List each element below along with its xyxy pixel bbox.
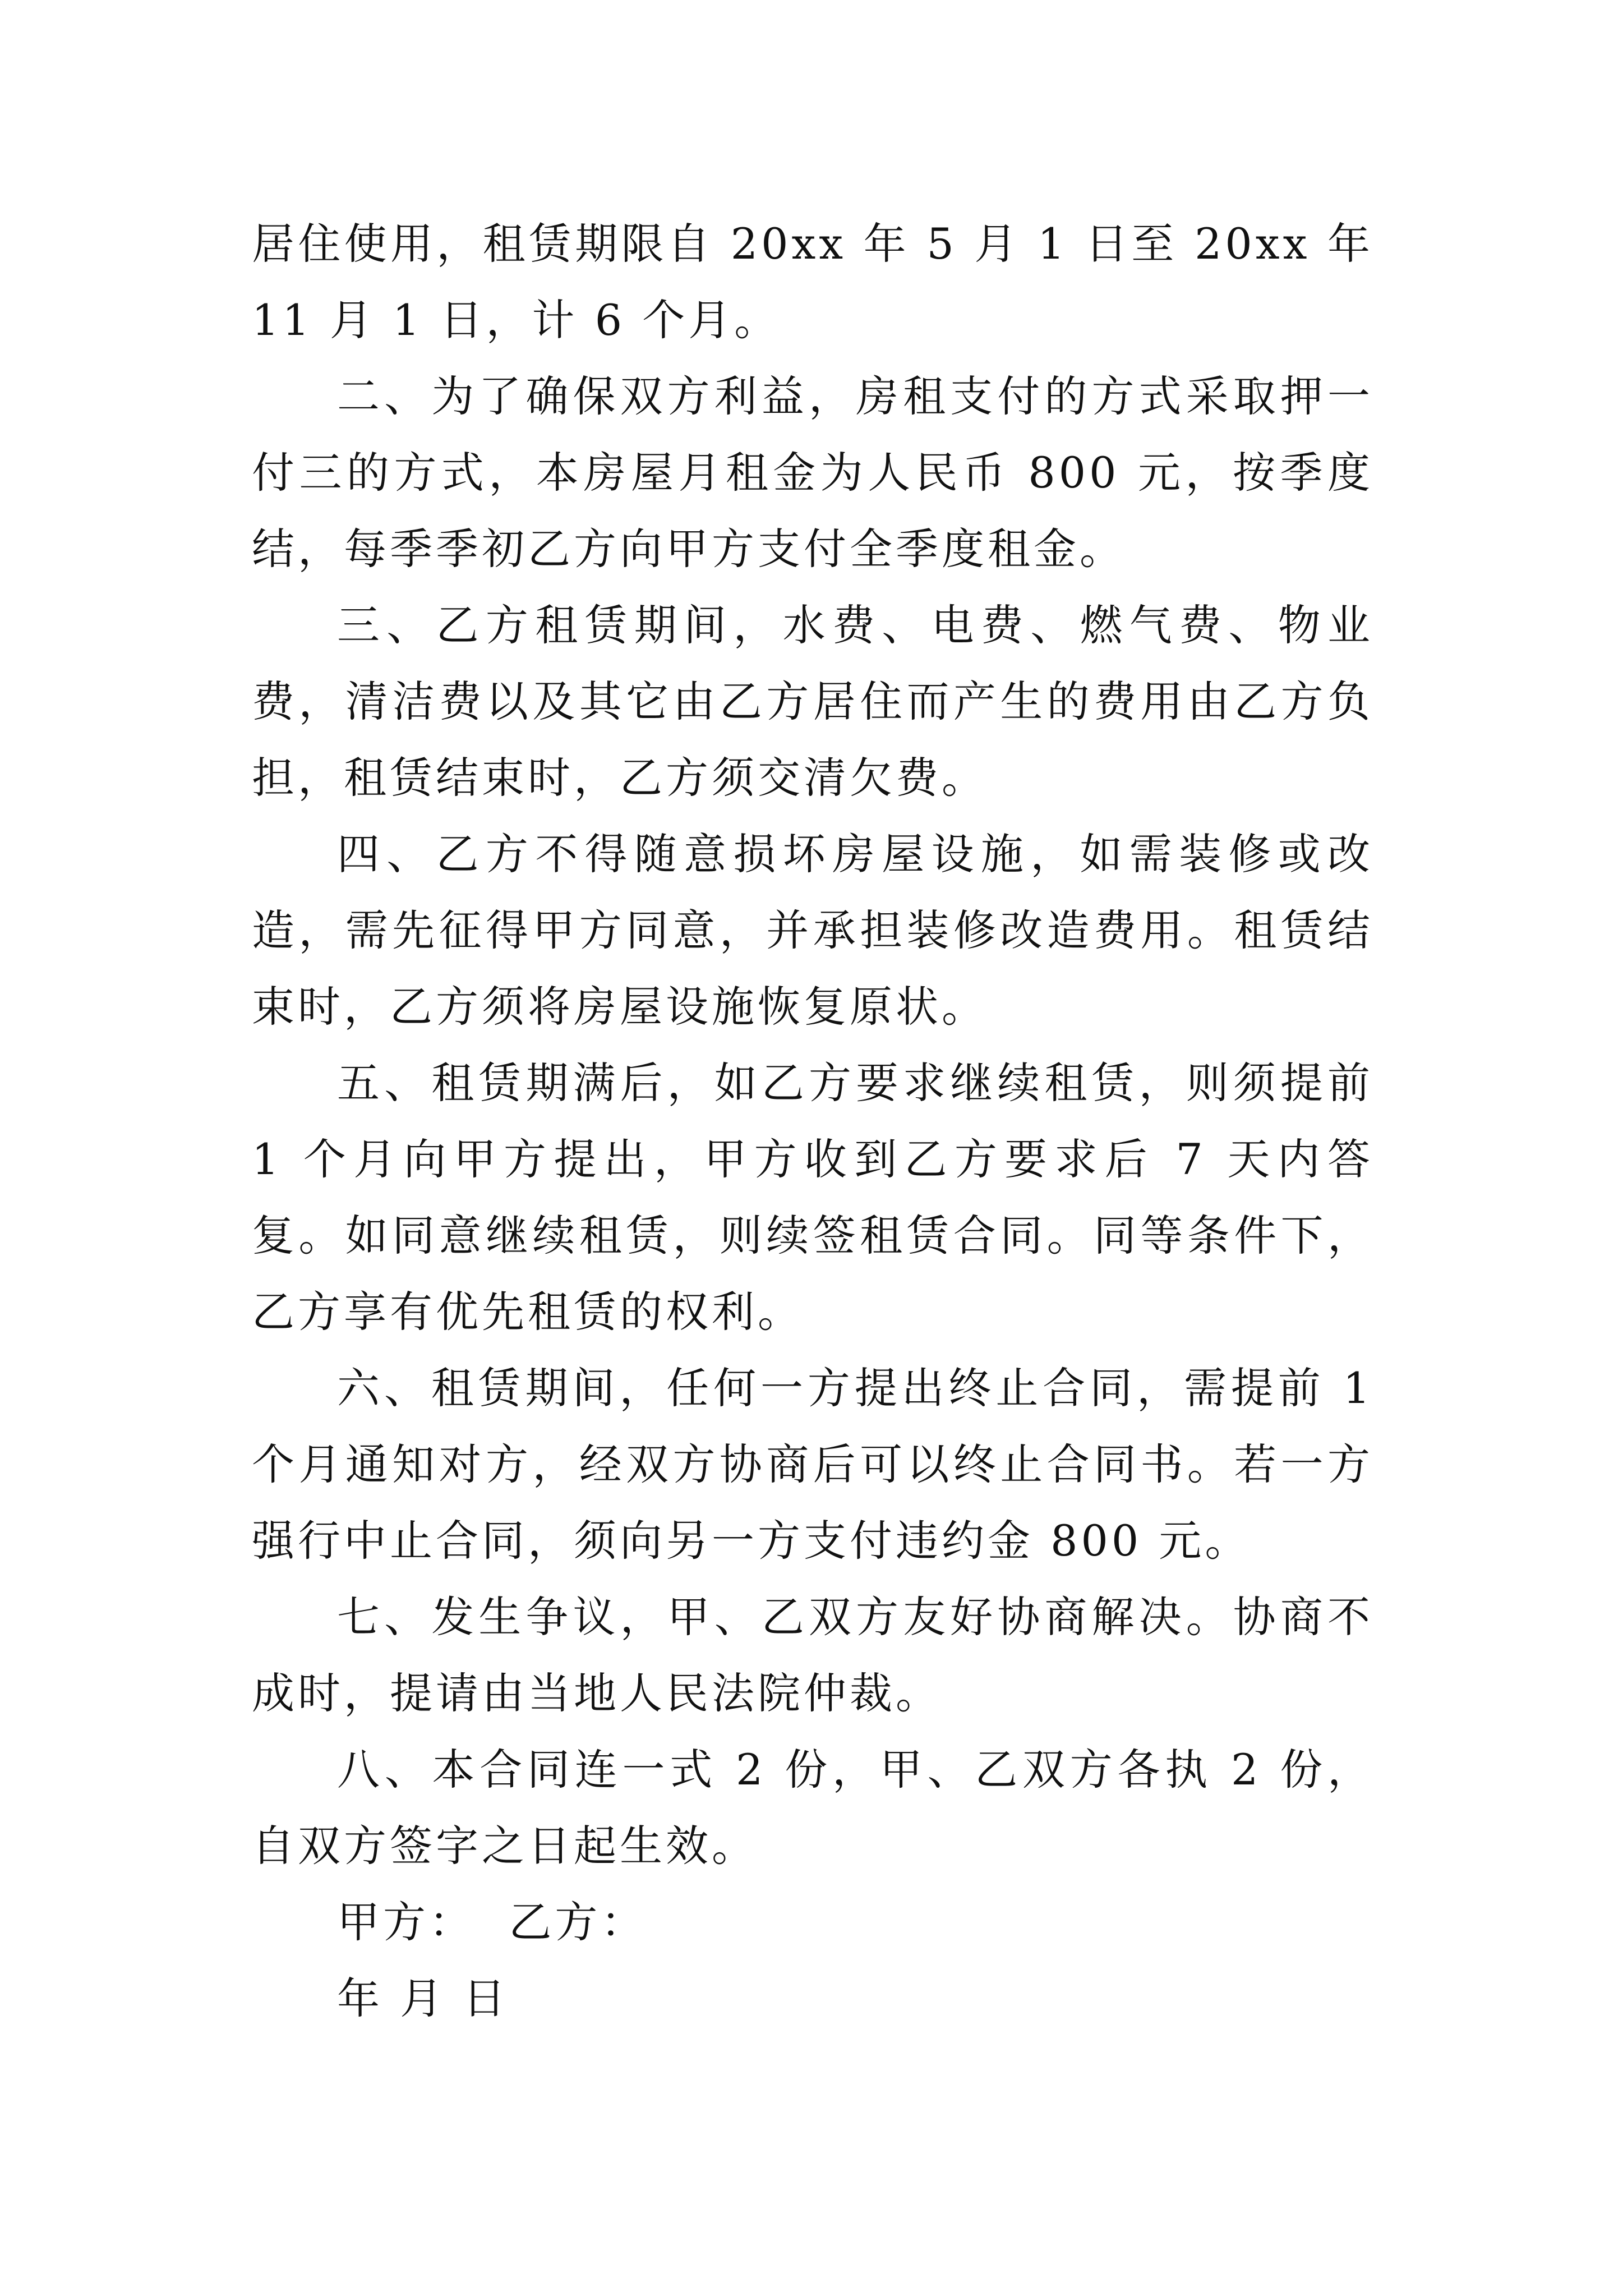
clause-4-facilities: 四、乙方不得随意损坏房屋设施，如需装修或改造，需先征得甲方同意，并承担装修改造费用。租赁结束时，乙方须将房屋设施恢复原状。 — [252, 829, 1373, 1032]
lease-term-paragraph: 居住使用，租赁期限自 20xx 年 5 月 1 日至 20xx 年 11 月 1 日，计 6 个月。 — [252, 219, 1373, 345]
clause-3-utilities: 三、乙方租赁期间，水费、电费、燃气费、物业费，清洁费以及其它由乙方居住而产生的费用由乙方负担，租赁结束时，乙方须交清欠费。 — [252, 600, 1373, 803]
clause-7-disputes: 七、发生争议，甲、乙双方友好协商解决。协商不成时，提请由当地人民法院仲裁。 — [252, 1592, 1373, 1718]
signature-line: 甲方： 乙方： — [337, 1897, 647, 1947]
clause-2-payment: 二、为了确保双方利益，房租支付的方式采取押一付三的方式，本房屋月租金为人民币 800 元，按季度结，每季季初乙方向甲方支付全季度租金。 — [252, 371, 1373, 574]
clause-6-termination: 六、租赁期间，任何一方提出终止合同，需提前 1 个月通知对方，经双方协商后可以终止合同书。若一方强行中止合同，须向另一方支付违约金 800 元。 — [252, 1363, 1373, 1566]
date-line: 年 月 日 — [337, 1973, 509, 2023]
clause-8-copies: 八、本合同连一式 2 份，甲、乙双方各执 2 份，自双方签字之日起生效。 — [252, 1745, 1373, 1871]
contract-page — [252, 206, 1373, 2037]
clause-5-renewal: 五、租赁期满后，如乙方要求继续租赁，则须提前 1 个月向甲方提出，甲方收到乙方要求后 7 天内答复。如同意继续租赁，则续签租赁合同。同等条件下，乙方享有优先租赁的权利。 — [252, 1058, 1373, 1337]
